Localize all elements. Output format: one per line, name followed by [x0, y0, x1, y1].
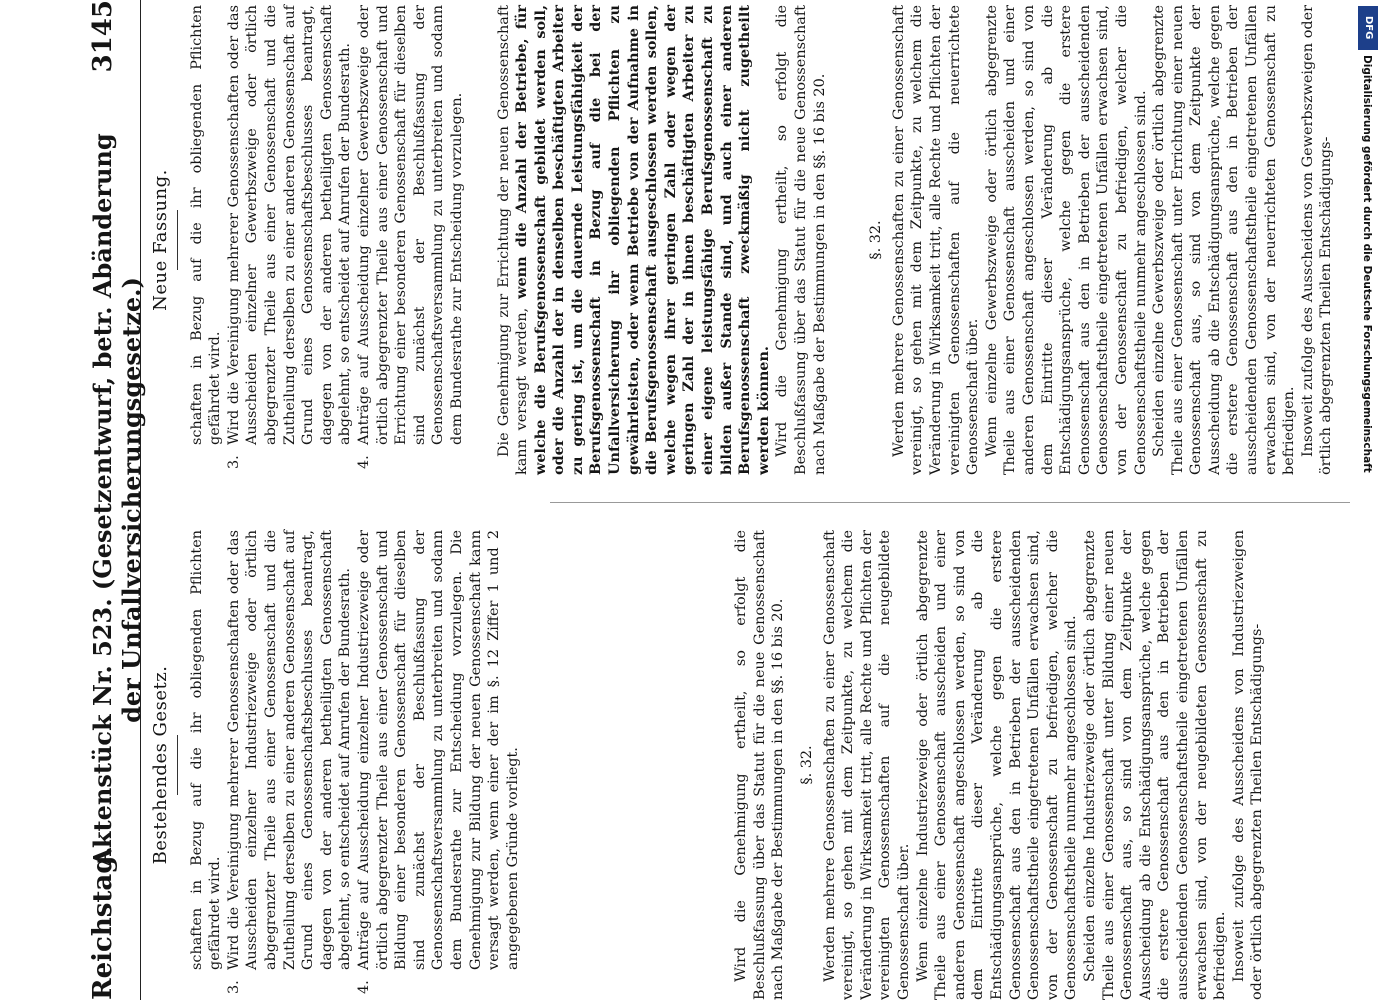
section-paragraph: Scheiden einzelne Industriezweige oder örtlich abgegrenzte Theile aus einer Genossenschaft unter Bildung einer neuen Genossenschaft aus, so sind von dem Zeitpunkte der Ausscheidung ab die Entschädigungsansprüche, welche gegen die erstere Genossenschaft aus den in Betrieben der ausscheidenden Genossenschaftstheile eingetretenen Unfällen erwachsen sind, von der neugebildeten Genossenschaft zu befriedigen.	[1081, 530, 1229, 1000]
intro-text: schaften in Bezug auf die ihr obliegenden Pflichten gefährdet wird.	[188, 530, 224, 970]
column-heading-new: Neue Fassung.	[150, 169, 171, 311]
section-paragraph: Wenn einzelne Gewerbszweige oder örtlich abgegrenzte Theile aus einer Genossenschaft ausscheiden und einer anderen Genossenschaft angeschlossen werden, so sind von dem Eintritte dieser Veränderung ab die Entschädigungsansprüche, welche gegen die erstere Genossenschaft aus den in Betrieben der ausscheidenden Genossenschaftstheile eingetretenen Unfällen erwachsen sind, von der Genossenschaft zu befriedigen, welcher die Genossenschaftstheile nunmehr angeschlossen sind.	[983, 5, 1149, 475]
item-4	[355, 530, 522, 1000]
column-divider	[550, 502, 1350, 503]
item-text: Anträge auf Ausscheidung einzelner Industriezweige oder örtlich abgegrenzter Theile aus einer Genossenschaft und Bildung einer besonderen Genossenschaft für dieselben sind zunächst der Beschlußfassung der Genossenschaftsversammlung zu unterbreiten und sodann dem Bundesrathe zur Entscheidung vorzulegen. Die Genehmigung zur Bildung der neuen Genossenschaft kann versagt werden, wenn einer der im §. 12 Ziffer 1 und 2 angegebenen Gründe vorliegt.	[355, 530, 521, 970]
approval-paragraph: Wird die Genehmigung ertheilt, so erfolgt die Beschlußfassung über das Statut für die neue Genossenschaft nach Maßgabe der Bestimmungen in den §§. 16 bis 20.	[774, 5, 828, 475]
refusal-paragraph	[495, 5, 774, 475]
approval-paragraph: Wird die Genehmigung ertheilt, so erfolgt die Beschlußfassung über das Statut für die neue Genossenschaft nach Maßgabe der Bestimmungen in den §§. 16 bis 20.	[733, 530, 787, 1000]
item-3	[225, 530, 355, 1000]
header-title: Aktenstück Nr. 523. (Gesetzentwurf, betr. Abänderung der Unfallversicherungsgesetze.)	[88, 133, 146, 867]
column-new-version	[148, 5, 1336, 475]
refusal-lead: Die Genehmigung zur Errichtung der neuen Genossenschaft kann versagt werden,	[495, 5, 531, 475]
section-paragraph: Werden mehrere Genossenschaften zu einer Genossenschaft vereinigt, so gehen mit dem Zeitpunkte, zu welchem die Veränderung in Wirksamkeit tritt, alle Rechte und Pflichten der vereinigten Genossenschaften auf die neugebildete Genossenschaft über.	[821, 530, 913, 1000]
item-number: 4.	[355, 980, 372, 994]
item-text: Wird die Vereinigung mehrerer Genossenschaften oder das Ausscheiden einzelner Gewerbszweige oder örtlich abgegrenzter Theile aus einer Genossenschaft und die Zutheilung derselben zu einer anderen Genossenschaft auf Grund eines Genossenschaftsbeschlusses beantragt, dagegen von der anderen betheiligten Genossenschaft abgelehnt, so entscheidet auf Anrufen der Bundesrath.	[225, 5, 354, 445]
heading-rule	[177, 735, 178, 795]
section-paragraph: Wenn einzelne Industriezweige oder örtlich abgegrenzte Theile aus einer Genossenschaft ausscheiden und einer anderen Genossenschaft angeschlossen werden, so sind von dem Eintritte dieser Veränderung ab die Entschädigungsansprüche, welche gegen die erstere Genossenschaft aus den in Betrieben der ausscheidenden Genossenschaftstheile eingetretenen Unfällen erwachsen sind, von der Genossenschaft zu befriedigen, welcher die Genossenschaftstheile nunmehr angeschlossen sind.	[914, 530, 1080, 1000]
section-heading: §. 32.	[868, 220, 885, 260]
refusal-conditions: wenn die Anzahl der Betriebe, für welche die Berufsgenossenschaft gebildet werden soll, oder die Anzahl der in denselben beschäftigten Arbeiter zu gering ist, um die dauernde Leistungsfähigkeit der Berufsgenossenschaft in Bezug auf die bei der Unfallversicherung ihr obliegenden Pflichten zu gewährleisten, oder wenn Betriebe von der Aufnahme in die Berufsgenossenschaft ausgeschlossen werden sollen, welche wegen ihrer geringen Zahl oder wegen der geringen Zahl der in ihnen beschäftigten Arbeiter zu einer eigene leistungsfähige Berufsgenossenschaft zu bilden außer Stande sind, und auch einer anderen Berufsgenossenschaft zweckmäßig nicht zugetheilt werden können.	[513, 5, 772, 475]
column-heading-existing: Bestehendes Gesetz.	[150, 665, 171, 865]
digitization-sidebar	[1355, 0, 1383, 1000]
section-paragraph: Scheiden einzelne Gewerbszweige oder örtlich abgegrenzte Theile aus einer Genossenschaft unter Errichtung einer neuen Genossenschaft aus, so sind von dem Zeitpunkte der Ausscheidung ab die Entschädigungsansprüche, welche gegen die erstere Genossenschaft aus den in Betrieben der ausscheidenden Genossenschaftstheile eingetretenen Unfällen erwachsen sind, von der neuerrichteten Genossenschaft zu befriedigen.	[1151, 5, 1298, 475]
intro-text: schaften in Bezug auf die ihr obliegenden Pflichten gefährdet wird.	[188, 5, 224, 445]
heading-rule	[177, 210, 178, 270]
digitization-credit: Digitalisierung gefördert durch die Deutsche Forschungsgemeinschaft	[1361, 55, 1373, 473]
document-page	[70, 0, 1370, 1000]
item-3	[225, 5, 355, 475]
section-paragraph: Werden mehrere Genossenschaften zu einer Genossenschaft vereinigt, so gehen mit dem Zeitpunkte, zu welchem die Veränderung in Wirksamkeit tritt, alle Rechte und Pflichten der vereinigten Genossenschaften auf die neuerrichtete Genossenschaft über.	[890, 5, 982, 475]
item-number: 4.	[355, 455, 372, 469]
item-number: 3.	[225, 980, 242, 994]
section-paragraph: Insoweit zufolge des Ausscheidens von Industriezweigen oder örtlich abgegrenzten Theilen Entschädigungs-	[1230, 530, 1266, 1000]
item-text: Wird die Vereinigung mehrerer Genossenschaften oder das Ausscheiden einzelner Industriezweige oder örtlich abgegrenzter Theile aus einer Genossenschaft und die Zutheilung derselben zu einer anderen Genossenschaft auf Grund eines Genossenschaftsbeschlusses beantragt, dagegen von der anderen betheiligten Genossenschaft abgelehnt, so entscheidet auf Anrufen der Bundesrath.	[225, 530, 354, 970]
section-heading: §. 32.	[799, 745, 816, 785]
page-number: 3145	[88, 0, 118, 73]
header-left: Reichstag.	[88, 846, 118, 1000]
page-header	[70, 0, 146, 1000]
item-number: 3.	[225, 455, 242, 469]
section-paragraph: Insoweit zufolge des Ausscheidens von Gewerbszweigen oder örtlich abgegrenzten Theilen Entschädigungs-	[1299, 5, 1335, 475]
item-text: Anträge auf Ausscheidung einzelner Gewerbszweige oder örtlich abgegrenzter Theile aus einer Genossenschaft und Errichtung einer besonderen Genossenschaft für dieselben sind zunächst der Beschlußfassung der Genossenschaftsversammlung zu unterbreiten und sodann dem Bundesrathe zur Entscheidung vorzulegen.	[355, 5, 465, 445]
column-existing-law	[148, 530, 1267, 1000]
item-4	[355, 5, 467, 475]
dfg-logo-icon: DFG	[1358, 6, 1378, 50]
